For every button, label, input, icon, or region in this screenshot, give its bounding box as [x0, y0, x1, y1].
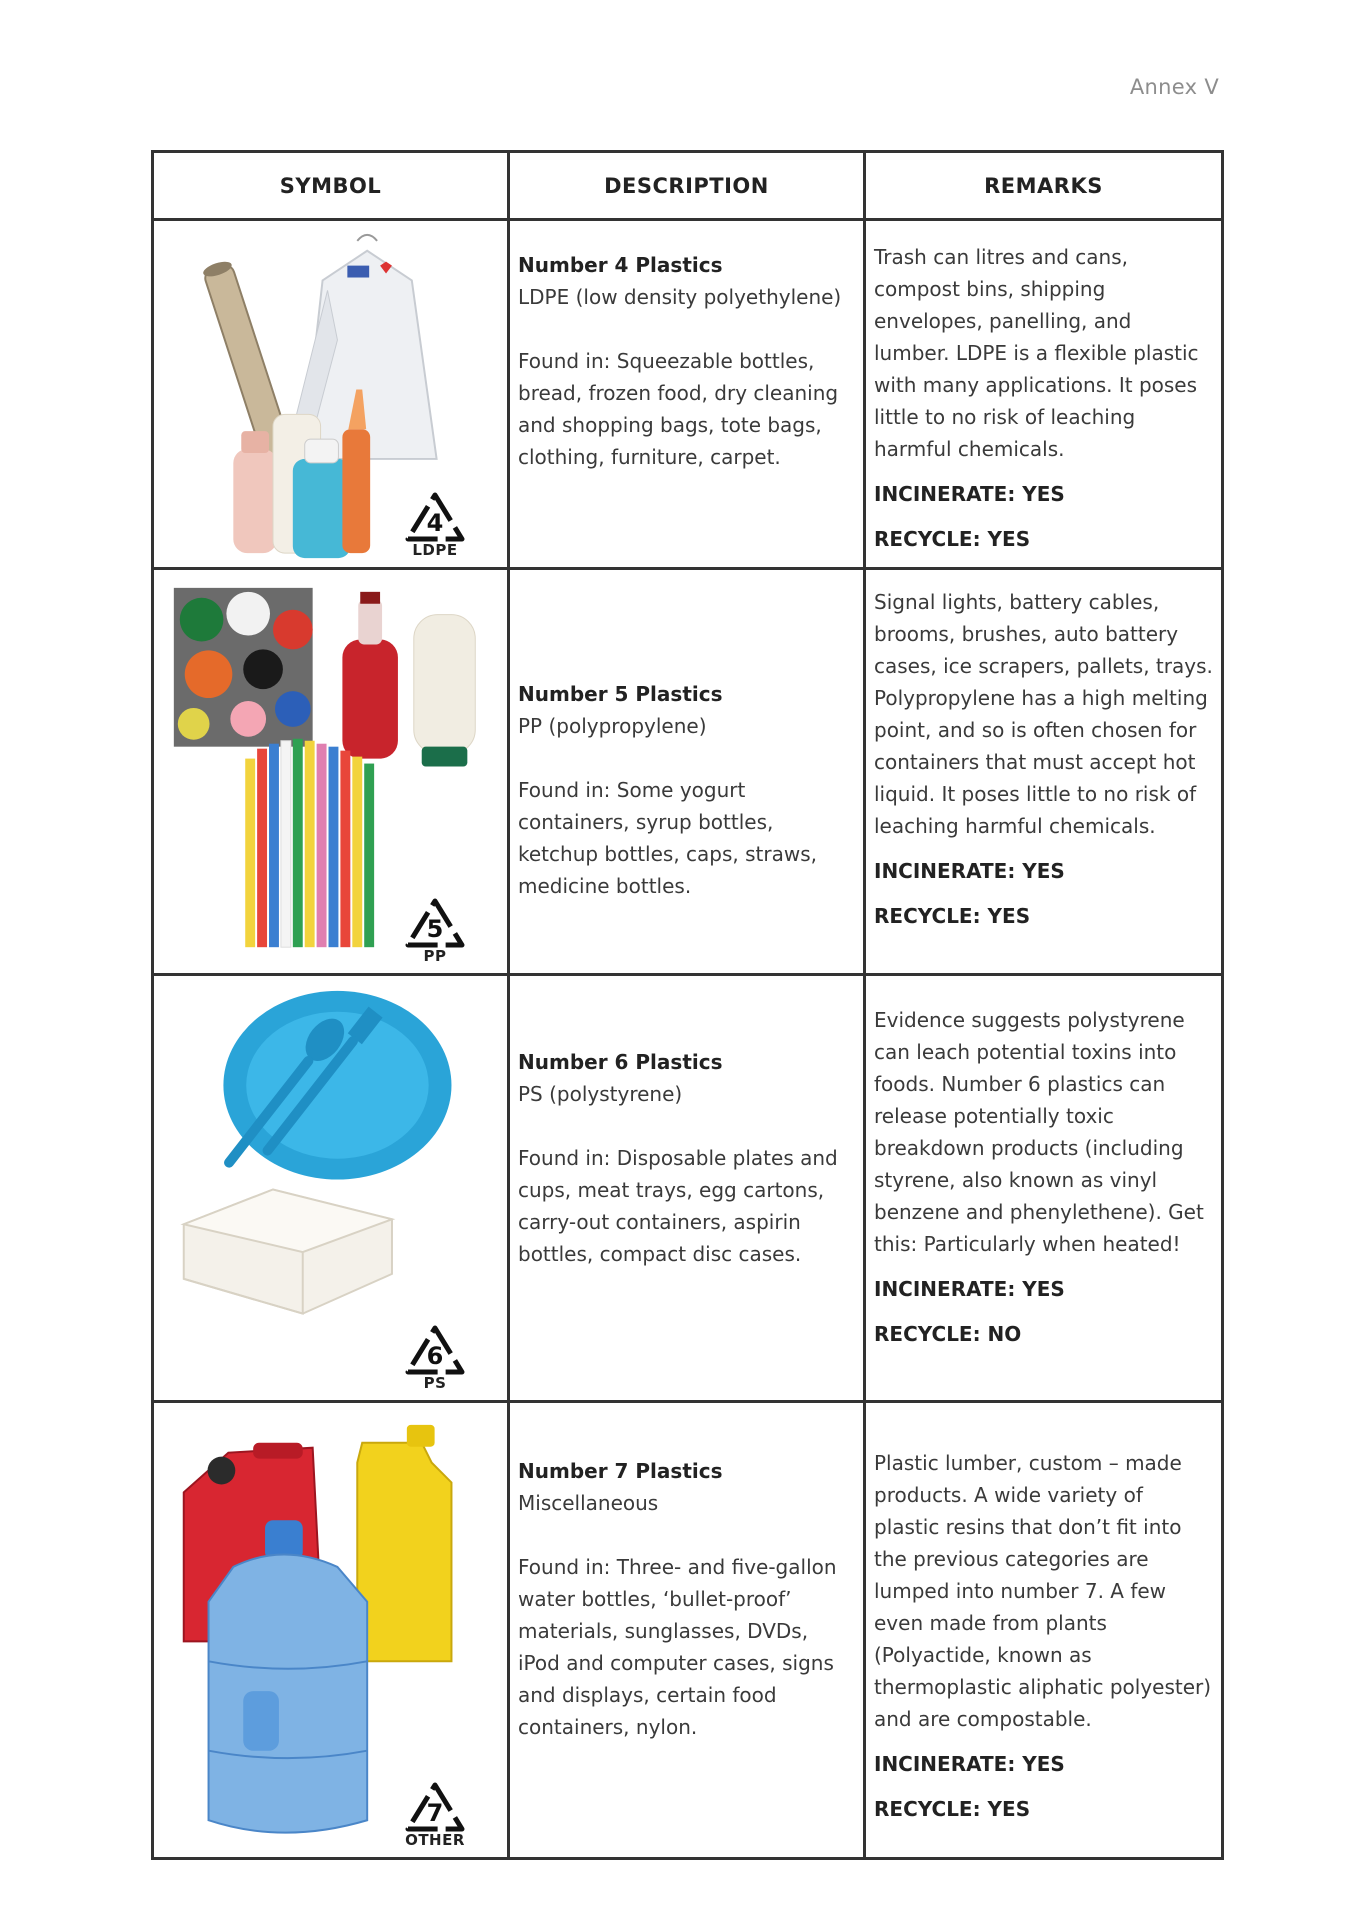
recycling-symbol — [397, 1781, 473, 1849]
plastic-subtitle: LDPE (low density polyethylene) — [518, 285, 842, 309]
found-in-text: Found in: Squeezable bottles, bread, frozen food, dry cleaning and shopping bags, tote bags, clothing, furniture, carpet. — [518, 349, 839, 469]
found-in-text: Found in: Some yogurt containers, syrup bottles, ketchup bottles, caps, straws, medicine bottles. — [518, 778, 817, 898]
remarks-text: Signal lights, battery cables, brooms, brushes, auto battery cases, ice scrapers, pallets, trays. Polypropylene has a high melting point, and so is often chosen for containers that must accept hot liquid. It poses little to no risk of leaching harmful chemicals. — [874, 590, 1213, 838]
table-row-other — [153, 1402, 1223, 1859]
symbol-code: LDPE — [412, 541, 458, 559]
description-cell — [509, 1402, 865, 1859]
remarks-cell — [865, 975, 1223, 1402]
recycling-symbol — [397, 491, 473, 559]
page-label: Annex V — [1129, 75, 1219, 99]
remarks-text: Trash can litres and cans, compost bins, shipping envelopes, panelling, and lumber. LDPE is a flexible plastic with many applications. It poses little to no risk of leaching harmful chemicals. — [874, 245, 1199, 461]
recycle-triangle-icon — [404, 897, 466, 949]
remarks-cell — [865, 220, 1223, 569]
plastic-subtitle: PP (polypropylene) — [518, 714, 707, 738]
symbol-cell — [153, 975, 509, 1402]
table-row-pp — [153, 569, 1223, 975]
table-row-ps — [153, 975, 1223, 1402]
symbol-number: 7 — [426, 1799, 444, 1827]
symbol-number: 5 — [426, 915, 444, 943]
remarks-cell — [865, 1402, 1223, 1859]
found-in-text: Found in: Disposable plates and cups, meat trays, egg cartons, carry-out containers, aspirin bottles, compact disc cases. — [518, 1146, 838, 1266]
plastics-table — [151, 150, 1224, 1860]
symbol-cell — [153, 569, 509, 975]
remarks-text: Evidence suggests polystyrene can leach potential toxins into foods. Number 6 plastics can release potentially toxic breakdown products (including styrene, also known as vinyl benzene and phenylethene). Get this: Particularly when heated! — [874, 1008, 1204, 1256]
symbol-cell — [153, 220, 509, 569]
plastic-title: Number 6 Plastics — [518, 1050, 723, 1074]
recycle-triangle-icon — [404, 1781, 466, 1833]
incinerate-flag: INCINERATE: YES — [874, 482, 1065, 506]
plastic-title: Number 7 Plastics — [518, 1459, 723, 1483]
recycle-flag: RECYCLE: YES — [874, 904, 1031, 928]
incinerate-flag: INCINERATE: YES — [874, 1752, 1065, 1776]
description-cell — [509, 975, 865, 1402]
remarks-cell — [865, 569, 1223, 975]
recycle-triangle-icon — [404, 491, 466, 543]
table-row-ldpe — [153, 220, 1223, 569]
plastic-title: Number 4 Plastics — [518, 253, 723, 277]
symbol-code: PP — [423, 947, 447, 965]
incinerate-flag: INCINERATE: YES — [874, 1277, 1065, 1301]
remarks-text: Plastic lumber, custom – made products. A wide variety of plastic resins that don’t fit into the previous categories are lumped into number 7. A few even made from plants (Polyactide, known as thermoplastic aliphatic polyester) and are compostable. — [874, 1451, 1212, 1731]
symbol-code: OTHER — [405, 1831, 465, 1849]
recycle-triangle-icon — [404, 1324, 466, 1376]
header-remarks: REMARKS — [865, 152, 1223, 220]
header-description: DESCRIPTION — [509, 152, 865, 220]
plastic-subtitle: Miscellaneous — [518, 1491, 659, 1515]
description-cell — [509, 569, 865, 975]
recycle-flag: RECYCLE: NO — [874, 1322, 1022, 1346]
recycle-flag: RECYCLE: YES — [874, 1797, 1031, 1821]
header-symbol: SYMBOL — [153, 152, 509, 220]
incinerate-flag: INCINERATE: YES — [874, 859, 1065, 883]
description-cell — [509, 220, 865, 569]
recycling-symbol — [397, 1324, 473, 1392]
symbol-cell — [153, 1402, 509, 1859]
symbol-number: 4 — [426, 509, 444, 537]
found-in-text: Found in: Three- and five-gallon water bottles, ‘bullet-proof’ materials, sunglasses, DVDs, iPod and computer cases, signs and displays, certain food containers, nylon. — [518, 1555, 837, 1739]
recycling-symbol — [397, 897, 473, 965]
symbol-code: PS — [423, 1374, 447, 1392]
plastic-subtitle: PS (polystyrene) — [518, 1082, 683, 1106]
header-row — [153, 152, 1223, 220]
recycle-flag: RECYCLE: YES — [874, 527, 1031, 551]
plastic-title: Number 5 Plastics — [518, 682, 723, 706]
symbol-number: 6 — [426, 1342, 444, 1370]
